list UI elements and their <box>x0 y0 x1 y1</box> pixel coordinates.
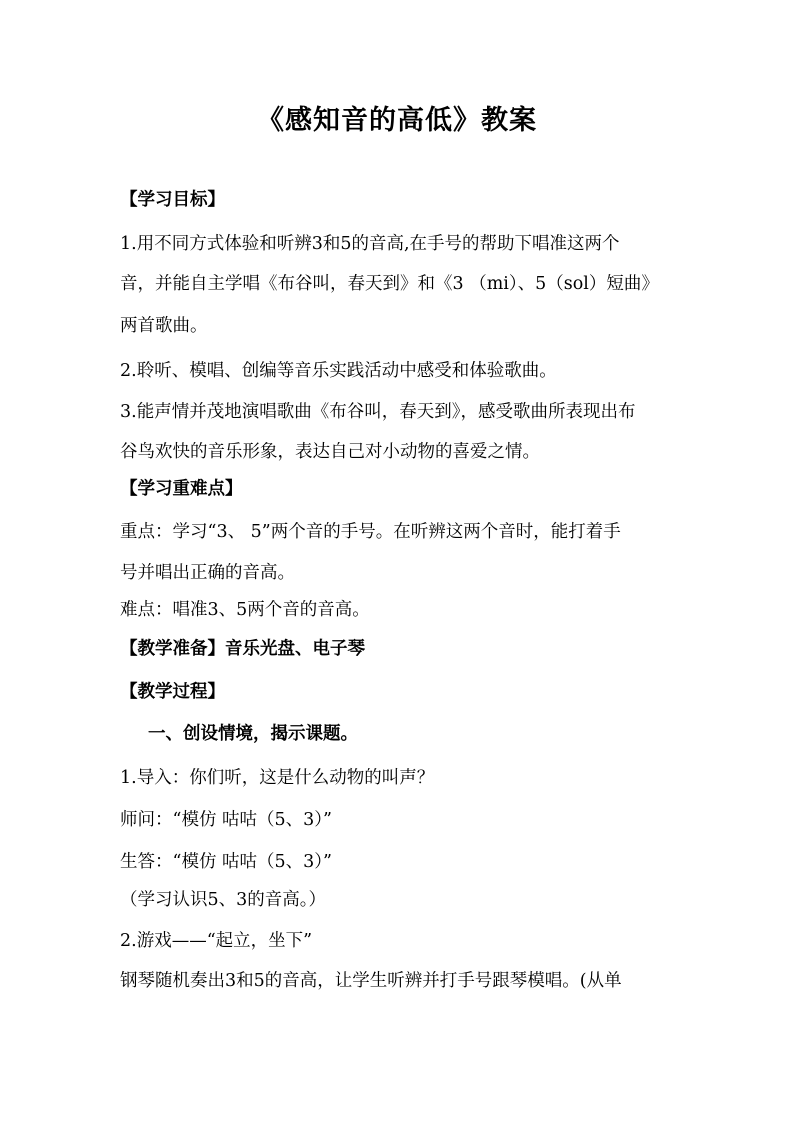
paragraph-line: 重点：学习“3、 5”两个音的手号。在听辨这两个音时，能打着手 <box>120 522 621 542</box>
paragraph-line: 谷鸟欢快的音乐形象，表达自己对小动物的喜爱之情。 <box>120 442 540 462</box>
paragraph-line: 2.聆听、模唱、创编等音乐实践活动中感受和体验歌曲。 <box>120 361 557 381</box>
paragraph-line: 音，并能自主学唱《布谷叫，春天到》和《3 （mi）、5（sol）短曲》 <box>120 274 659 294</box>
paragraph-line: 2.游戏——“起立，坐下” <box>120 931 313 951</box>
section-heading-objectives: 【学习目标】 <box>120 190 225 210</box>
paragraph-line: 1.用不同方式体验和听辨3和5的音高,在手号的帮助下唱准这两个 <box>120 234 620 254</box>
paragraph-line: 3.能声情并茂地演唱歌曲《布谷叫，春天到》，感受歌曲所表现出布 <box>120 402 636 422</box>
subsection-heading: 一、创设情境，揭示课题。 <box>148 724 358 744</box>
document-title: 《感知音的高低》教案 <box>257 105 537 136</box>
section-heading-key-points: 【学习重难点】 <box>120 479 243 499</box>
section-heading-process: 【教学过程】 <box>120 682 225 702</box>
paragraph-line: （学习认识5、3的音高。） <box>120 890 327 910</box>
paragraph-line: 生答：“模仿 咕咕（5、3）” <box>120 852 332 872</box>
paragraph-line: 师问：“模仿 咕咕（5、3）” <box>120 810 332 830</box>
paragraph-line: 号并唱出正确的音高。 <box>120 563 295 583</box>
section-heading-preparation: 【教学准备】音乐光盘、电子琴 <box>120 639 365 659</box>
paragraph-line: 1.导入：你们听，这是什么动物的叫声？ <box>120 768 435 788</box>
paragraph-line: 两首歌曲。 <box>120 316 208 336</box>
paragraph-line: 难点：唱准3、5两个音的音高。 <box>120 600 370 620</box>
paragraph-line: 钢琴随机奏出3和5的音高，让学生听辨并打手号跟琴模唱。(从单 <box>120 971 622 991</box>
